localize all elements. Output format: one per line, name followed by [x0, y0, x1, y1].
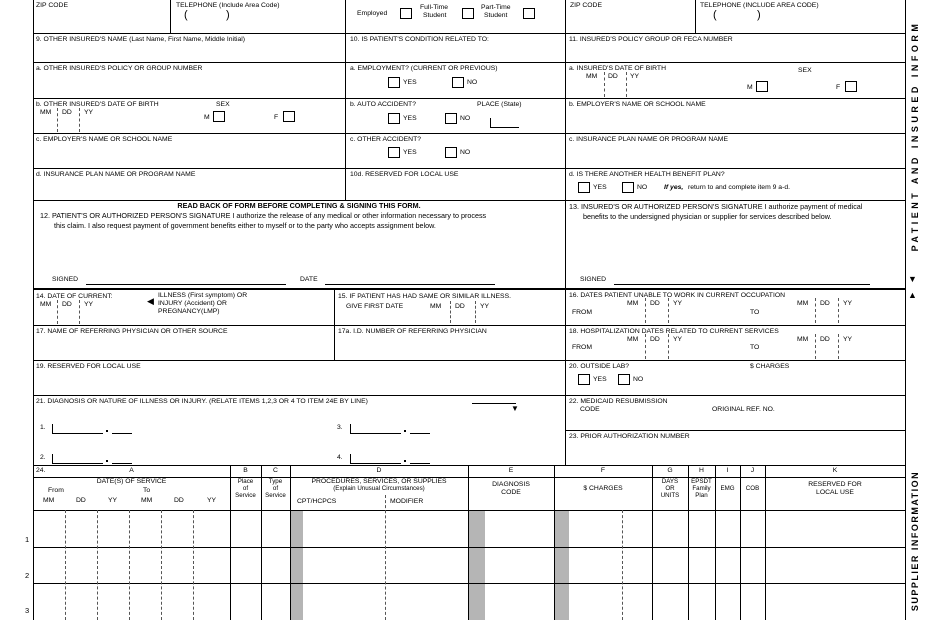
female-label-9b: F	[274, 114, 279, 121]
dd-col-header: DD	[76, 497, 86, 504]
injury-option-label: INJURY (Accident) OR	[158, 300, 227, 307]
diagnosis-1-field[interactable]	[52, 424, 103, 434]
part-time-label: Part-Time	[481, 4, 511, 11]
divider-line	[97, 510, 98, 620]
divider-line	[33, 33, 905, 34]
divider-line	[33, 62, 905, 63]
field-16-label: 16. DATES PATIENT UNABLE TO WORK IN CURRENT OCCUPATION	[569, 292, 786, 299]
divider-line	[79, 300, 80, 324]
give-first-date-label: GIVE FIRST DATE	[346, 303, 404, 310]
field-11a-label: a. INSURED'S DATE OF BIRTH	[569, 65, 666, 72]
checkbox-11a-male[interactable]	[756, 81, 768, 92]
telephone-label-right: TELEPHONE (INCLUDE AREA CODE)	[700, 2, 819, 9]
divider-line	[565, 430, 905, 431]
divider-line	[668, 334, 669, 359]
dd-label-16-from: DD	[650, 300, 660, 307]
divider-line	[604, 72, 605, 97]
field-17-label: 17. NAME OF REFERRING PHYSICIAN OR OTHER SOURCE	[36, 328, 228, 335]
code-label-22: CODE	[580, 406, 600, 413]
dd-label-9b: DD	[62, 109, 72, 116]
divider-line	[170, 0, 171, 33]
field-21-label: 21. DIAGNOSIS OR NATURE OF ILLNESS OR INJURY. (RELATE ITEMS 1,2,3 OR 4 TO ITEM 24E BY LINE)	[36, 398, 368, 405]
decimal-dot	[106, 460, 108, 462]
field-11-label: 11. INSURED'S POLICY GROUP OR FECA NUMBER	[569, 36, 733, 43]
to-header: To	[143, 487, 151, 494]
mm-label-18-to: MM	[797, 336, 809, 343]
left-triangle-icon: ◀	[147, 296, 154, 306]
cob-header: COB	[745, 485, 760, 492]
diagnosis-4-field[interactable]	[350, 454, 401, 464]
checkbox-10c-yes[interactable]	[388, 147, 400, 158]
checkbox-part-time-student[interactable]	[523, 8, 535, 19]
divider-line	[65, 510, 66, 620]
divider-line	[475, 301, 476, 323]
modifier-header: MODIFIER	[390, 498, 424, 505]
up-arrow-icon-margin: ▲	[908, 290, 917, 300]
employed-label: Employed	[357, 10, 388, 17]
divider-line	[472, 403, 516, 404]
shaded-column	[291, 510, 303, 620]
divider-line	[838, 298, 839, 323]
male-label-11a: M	[747, 84, 753, 91]
col-j-letter: J	[750, 467, 755, 474]
dd-label-16-to: DD	[820, 300, 830, 307]
patient-insured-section-label: PATIENT AND INSURED INFORM	[910, 20, 920, 252]
field-9a-label: a. OTHER INSURED'S POLICY OR GROUP NUMBER	[36, 65, 203, 72]
divider-line	[450, 301, 451, 323]
yy-label-16-to: YY	[843, 300, 853, 307]
checkbox-10a-no[interactable]	[452, 77, 464, 88]
yy-label-18-to: YY	[843, 336, 853, 343]
col-b-letter: B	[243, 467, 248, 474]
divider-line	[57, 300, 58, 324]
part-time-student-label: Student	[484, 12, 508, 19]
yy-label-11a: YY	[630, 73, 640, 80]
telephone-label-left: TELEPHONE (Include Area Code)	[176, 2, 280, 9]
checkbox-11a-female[interactable]	[845, 81, 857, 92]
dd-label-18-from: DD	[650, 336, 660, 343]
diagnosis-4-label: 4.	[337, 454, 343, 461]
yy-col-header: YY	[108, 497, 118, 504]
down-arrow-icon-21: ▼	[511, 404, 519, 413]
mm-label-11a: MM	[586, 73, 598, 80]
mm-col-header: MM	[141, 497, 153, 504]
type-header: of	[272, 485, 279, 492]
divider-line	[112, 463, 132, 464]
place-state-field[interactable]	[490, 118, 519, 128]
signature-line-12[interactable]	[86, 284, 286, 285]
divider-line	[33, 547, 905, 548]
full-time-label: Full-Time	[420, 4, 449, 11]
cpt-hcpcs-header: CPT/HCPCS	[297, 498, 337, 505]
divider-line	[622, 510, 623, 620]
yy-label-16-from: YY	[673, 300, 683, 307]
female-label-11a: F	[836, 84, 841, 91]
field-10a-label: a. EMPLOYMENT? (CURRENT OR PREVIOUS)	[350, 65, 498, 72]
diagnosis-2-label: 2.	[40, 454, 46, 461]
divider-line	[838, 334, 839, 359]
charges-label-20: $ CHARGES	[750, 363, 790, 370]
divider-line	[345, 0, 346, 200]
col-h-letter: H	[699, 467, 704, 474]
field-23-label: 23. PRIOR AUTHORIZATION NUMBER	[569, 433, 690, 440]
diagnosis-code-header: CODE	[501, 489, 521, 496]
days-header: DAYS	[661, 478, 679, 485]
days-header: UNITS	[660, 492, 680, 499]
divider-line	[695, 0, 696, 33]
divider-line	[33, 168, 905, 169]
mm-label-18-from: MM	[627, 336, 639, 343]
divider-line	[33, 360, 905, 361]
field-9-label: 9. OTHER INSURED'S NAME (Last Name, First Name, Middle Initial)	[36, 36, 246, 43]
no-label-11d: NO	[637, 184, 648, 191]
divider-line	[626, 72, 627, 97]
checkbox-full-time-student[interactable]	[462, 8, 474, 19]
signed-label-13: SIGNED	[580, 276, 607, 283]
divider-line	[668, 298, 669, 323]
field-9b-label: b. OTHER INSURED'S DATE OF BIRTH	[36, 101, 159, 108]
divider-line	[33, 465, 905, 466]
place-header: Service	[235, 492, 256, 499]
yes-label-10b: YES	[403, 115, 417, 122]
divider-line	[33, 395, 905, 396]
col-a-letter: A	[129, 467, 134, 474]
divider-line	[410, 463, 430, 464]
field-12-text: 12. PATIENT'S OR AUTHORIZED PERSON'S SIGNATURE I authorize the release of any medical or other information necessary to process this claim. I also request payment of government benefits either to myself or to the party who accepts assignment below.	[40, 211, 487, 230]
illness-option-label: ILLNESS (First symptom) OR	[158, 292, 248, 299]
sex-label-9b: SEX	[216, 101, 230, 108]
date-label-12: DATE	[300, 276, 318, 283]
field-20-label: 20. OUTSIDE LAB?	[569, 363, 630, 370]
paren-close-right: )	[757, 9, 761, 21]
yy-label-9b: YY	[84, 109, 94, 116]
days-header: OR	[665, 485, 675, 492]
divider-line	[33, 288, 905, 290]
divider-line	[33, 0, 34, 620]
yes-label-20: YES	[593, 376, 607, 383]
yy-label-15: YY	[480, 303, 490, 310]
dd-label-14: DD	[62, 301, 72, 308]
no-label-10c: NO	[460, 149, 471, 156]
if-yes-instruction: return to and complete item 9 a-d.	[688, 184, 791, 191]
col-i-letter: I	[726, 467, 729, 474]
paren-open-right: (	[713, 9, 717, 21]
col-c-letter: C	[273, 467, 278, 474]
col-f-letter: F	[600, 467, 606, 474]
service-row-number: 1	[25, 535, 30, 544]
yy-label-14: YY	[84, 301, 94, 308]
procedures-header: PROCEDURES, SERVICES, OR SUPPLIES	[311, 478, 447, 485]
divider-line	[645, 334, 646, 359]
field-9c-label: c. EMPLOYER'S NAME OR SCHOOL NAME	[36, 136, 173, 143]
diagnosis-2-field[interactable]	[52, 454, 103, 464]
paren-open-left: (	[184, 9, 188, 21]
from-label-16: FROM	[572, 309, 593, 316]
divider-line	[79, 108, 80, 132]
divider-line	[645, 298, 646, 323]
divider-line	[905, 0, 906, 620]
epsdt-header: EPSDT	[691, 478, 712, 485]
yy-label-18-from: YY	[673, 336, 683, 343]
pregnancy-option-label: PREGNANCY(LMP)	[158, 308, 220, 315]
field-11d-label: d. IS THERE ANOTHER HEALTH BENEFIT PLAN?	[569, 171, 725, 178]
divider-line	[815, 298, 816, 323]
checkbox-10b-no[interactable]	[445, 113, 457, 124]
down-arrow-icon-margin: ▼	[908, 274, 917, 284]
divider-line	[193, 510, 194, 620]
from-label-18: FROM	[572, 344, 593, 351]
place-state-label: PLACE (State)	[477, 101, 522, 108]
date-line-12[interactable]	[325, 284, 495, 285]
checkbox-9b-male[interactable]	[213, 111, 225, 122]
divider-line	[33, 200, 905, 201]
dd-label-15: DD	[455, 303, 465, 310]
field-15-label: 15. IF PATIENT HAS HAD SAME OR SIMILAR ILLNESS.	[338, 293, 511, 300]
checkbox-11d-no[interactable]	[622, 182, 634, 193]
field-9d-label: d. INSURANCE PLAN NAME OR PROGRAM NAME	[36, 171, 196, 178]
checkbox-11d-yes[interactable]	[578, 182, 590, 193]
checkbox-9b-female[interactable]	[283, 111, 295, 122]
divider-line	[57, 108, 58, 132]
divider-line	[33, 133, 905, 134]
place-header: of	[242, 485, 249, 492]
epsdt-header: Plan	[695, 492, 708, 499]
date-of-service-header: DATE(S) OF SERVICE	[96, 478, 167, 485]
signed-label-12: SIGNED	[52, 276, 79, 283]
mm-label-16-to: MM	[797, 300, 809, 307]
field-19-label: 19. RESERVED FOR LOCAL USE	[36, 363, 141, 370]
dd-col-header: DD	[174, 497, 184, 504]
shaded-column	[555, 510, 569, 620]
mm-label-16-from: MM	[627, 300, 639, 307]
place-header: Place	[237, 478, 254, 485]
yy-col-header: YY	[207, 497, 217, 504]
mm-label-15: MM	[430, 303, 442, 310]
sex-label-11a: SEX	[798, 67, 812, 74]
field-10c-label: c. OTHER ACCIDENT?	[350, 136, 421, 143]
decimal-dot	[404, 430, 406, 432]
full-time-student-label: Student	[423, 12, 447, 19]
signature-line-13[interactable]	[614, 284, 870, 285]
field-18-label: 18. HOSPITALIZATION DATES RELATED TO CURRENT SERVICES	[569, 328, 779, 335]
field-11c-label: c. INSURANCE PLAN NAME OR PROGRAM NAME	[569, 136, 728, 143]
type-header: Service	[265, 492, 286, 499]
reserved-header: RESERVED FOR	[808, 481, 862, 488]
supplier-section-label: SUPPLIER INFORMATION	[910, 470, 920, 612]
checkbox-10b-yes[interactable]	[388, 113, 400, 124]
type-header: Type	[268, 478, 283, 485]
yes-label-11d: YES	[593, 184, 607, 191]
field-10b-label: b. AUTO ACCIDENT?	[350, 101, 416, 108]
mm-col-header: MM	[43, 497, 55, 504]
field-24-number: 24.	[36, 467, 46, 474]
col-k-letter: K	[832, 467, 838, 474]
diagnosis-header: DIAGNOSIS	[492, 481, 530, 488]
field-10-label: 10. IS PATIENT'S CONDITION RELATED TO:	[350, 36, 489, 43]
dd-label-18-to: DD	[820, 336, 830, 343]
divider-line	[112, 433, 132, 434]
male-label-9b: M	[204, 114, 210, 121]
yes-label-10c: YES	[403, 149, 417, 156]
service-row-number: 3	[25, 606, 30, 615]
divider-line	[33, 325, 905, 326]
dd-label-11a: DD	[608, 73, 618, 80]
field-17a-label: 17a. I.D. NUMBER OF REFERRING PHYSICIAN	[338, 328, 487, 335]
divider-line	[410, 433, 430, 434]
diagnosis-3-field[interactable]	[350, 424, 401, 434]
no-label-20: NO	[633, 376, 644, 383]
no-label-10b: NO	[460, 115, 471, 122]
charges-header: $ CHARGES	[583, 485, 623, 492]
decimal-dot	[106, 430, 108, 432]
col-e-letter: E	[508, 467, 514, 474]
diagnosis-3-label: 3.	[337, 424, 343, 431]
if-yes-label: If yes,	[664, 184, 684, 191]
divider-line	[385, 495, 386, 620]
epsdt-header: Family	[692, 485, 711, 492]
zip-label-left: ZIP CODE	[36, 2, 68, 9]
no-label-10a: NO	[467, 79, 478, 86]
divider-line	[129, 510, 130, 620]
col-g-letter: G	[667, 467, 673, 474]
to-label-18: TO	[750, 344, 760, 351]
field-11b-label: b. EMPLOYER'S NAME OR SCHOOL NAME	[569, 101, 706, 108]
field-14-label: 14. DATE OF CURRENT:	[36, 293, 113, 300]
read-back-notice: READ BACK OF FORM BEFORE COMPLETING & SIGNING THIS FORM.	[177, 201, 421, 210]
checkbox-10c-no[interactable]	[445, 147, 457, 158]
original-ref-label-22: ORIGINAL REF. NO.	[712, 406, 775, 413]
field-10d-label: 10d. RESERVED FOR LOCAL USE	[350, 171, 459, 178]
from-header: From	[48, 487, 64, 494]
zip-label-right: ZIP CODE	[570, 2, 602, 9]
field-13-text: 13. INSURED'S OR AUTHORIZED PERSON'S SIGNATURE I authorize payment of medical benefits to the undersigned physician or supplier for services described below.	[569, 202, 863, 221]
divider-line	[33, 98, 905, 99]
checkbox-employed[interactable]	[400, 8, 412, 19]
paren-close-left: )	[226, 9, 230, 21]
divider-line	[33, 583, 905, 584]
checkbox-20-no[interactable]	[618, 374, 630, 385]
checkbox-10a-yes[interactable]	[388, 77, 400, 88]
decimal-dot	[404, 460, 406, 462]
mm-label-9b: MM	[40, 109, 52, 116]
col-d-letter: D	[376, 467, 382, 474]
checkbox-20-yes[interactable]	[578, 374, 590, 385]
reserved-header: LOCAL USE	[816, 489, 854, 496]
service-row-number: 2	[25, 571, 30, 580]
yes-label-10a: YES	[403, 79, 417, 86]
diagnosis-1-label: 1.	[40, 424, 46, 431]
emg-header: EMG	[720, 485, 735, 492]
divider-line	[33, 510, 905, 511]
divider-line	[161, 510, 162, 620]
to-label-16: TO	[750, 309, 760, 316]
shaded-column	[469, 510, 485, 620]
mm-label-14: MM	[40, 301, 52, 308]
explain-header: (Explain Unusual Circumstances)	[333, 485, 425, 492]
field-22-label: 22. MEDICAID RESUBMISSION	[569, 398, 668, 405]
divider-line	[815, 334, 816, 359]
